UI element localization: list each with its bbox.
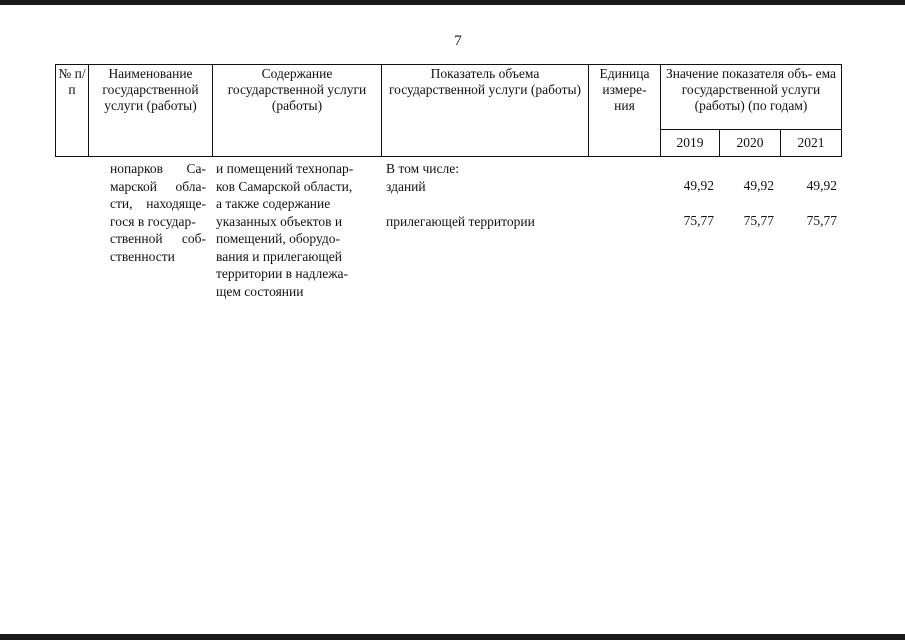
value-buildings-2019: 49,92	[683, 178, 714, 193]
name-line: сти, находяще-	[110, 196, 206, 211]
header-unit: Единица измере- ния	[589, 65, 661, 157]
header-indicator: Показатель объема государственной услуги (работы)	[382, 65, 589, 157]
header-num: № п/п	[56, 65, 89, 157]
indicator-territory: прилегающей территории	[386, 213, 535, 229]
content-line: и помещений технопар-	[216, 161, 354, 176]
indicator-buildings: зданий	[386, 178, 426, 194]
value-territory-2020: 75,77	[743, 213, 774, 228]
header-name: Наименование государственной услуги (работы)	[89, 65, 213, 157]
content-line: а также содержание	[216, 196, 331, 211]
name-line: ственности	[110, 248, 175, 264]
table-header	[55, 64, 842, 157]
name-line: марской обла-	[110, 178, 206, 194]
name-line: ственной соб-	[110, 231, 206, 246]
content-line: помещений, оборудо-	[216, 231, 341, 246]
row-service-content	[216, 160, 376, 300]
value-buildings-2021: 49,92	[806, 178, 837, 193]
header-content: Содержание государственной услуги (работы)	[213, 65, 382, 157]
name-line: гося в государ-	[110, 213, 196, 229]
header-year-2021: 2021	[781, 130, 842, 157]
row-indicator	[386, 160, 586, 230]
scan-border-bottom	[0, 634, 905, 640]
header-value-title: Значение показателя объ- ема государственной услуги (работы) (по годам)	[661, 65, 842, 130]
page-number: 7	[454, 33, 462, 49]
scan-border-top	[0, 0, 905, 5]
name-line: нопарков Са-	[110, 161, 206, 176]
value-territory-2019: 75,77	[683, 213, 714, 228]
header-year-2019: 2019	[661, 130, 720, 157]
indicator-heading: В том числе:	[386, 161, 459, 176]
content-line: щем состоянии	[216, 283, 304, 299]
content-line: указанных объектов и	[216, 213, 343, 229]
content-line: вания и прилегающей	[216, 248, 342, 264]
content-line: территории в надлежа-	[216, 266, 349, 281]
value-buildings-2020: 49,92	[743, 178, 774, 193]
content-line: ков Самарской области,	[216, 178, 353, 194]
header-year-2020: 2020	[720, 130, 781, 157]
value-territory-2021: 75,77	[806, 213, 837, 228]
row-service-name	[110, 160, 206, 265]
